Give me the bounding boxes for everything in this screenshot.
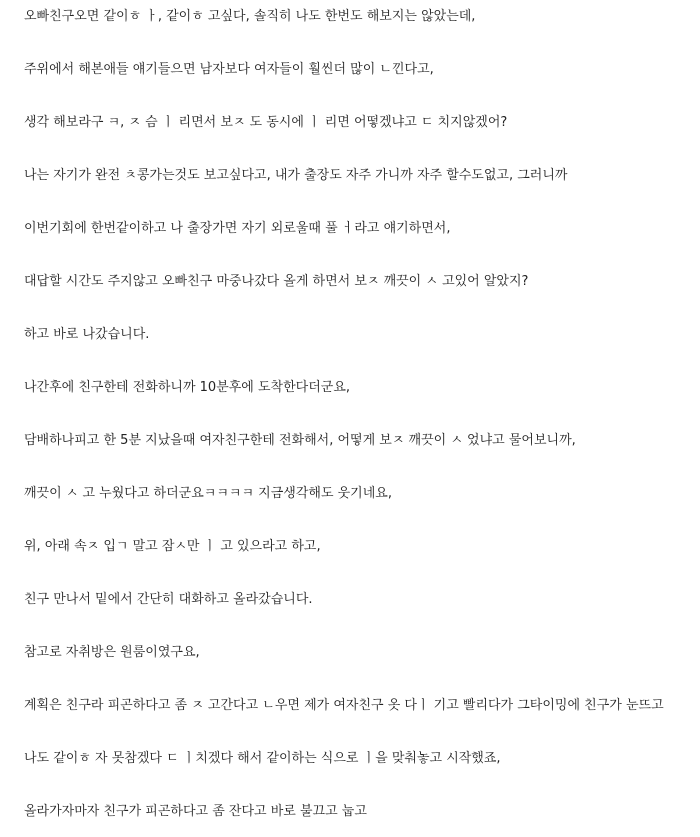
paragraph: 담배하나피고 한 5분 지났을때 여자친구한테 전화해서, 어떻게 보ㅈ 깨끗이 ㅅ 었냐고 물어보니까, bbox=[24, 433, 576, 448]
paragraph: 나간후에 친구한테 전화하니까 10분후에 도착한다더군요, bbox=[24, 380, 351, 395]
paragraph: 나도 같이ㅎ 자 못참겠다 ㄷ ㅣ치겠다 해서 같이하는 식으로 ㅣ을 맞춰놓고 시작했죠, bbox=[24, 751, 501, 766]
paragraph: 나는 자기가 완전 ㅊ콩가는것도 보고싶다고, 내가 출장도 자주 가니까 자주 할수도없고, 그러니까 bbox=[24, 168, 568, 183]
paragraph: 친구 만나서 밑에서 간단히 대화하고 올라갔습니다. bbox=[24, 592, 313, 607]
paragraph: 참고로 자취방은 원룸이였구요, bbox=[24, 645, 200, 660]
paragraph: 깨끗이 ㅅ 고 누웠다고 하더군요ㅋㅋㅋㅋ 지금생각해도 웃기네요, bbox=[24, 486, 392, 501]
paragraph: 생각 해보라구 ㅋ, ㅈ 슴 ㅣ 리면서 보ㅈ 도 동시에 ㅣ 리면 어떻겠냐고 ㄷ 치지않겠어? bbox=[24, 115, 508, 130]
paragraph: 주위에서 해본애들 얘기들으면 남자보다 여자들이 훨씬더 많이 ㄴ낀다고, bbox=[24, 62, 434, 77]
paragraph: 대답할 시간도 주지않고 오빠친구 마중나갔다 올게 하면서 보ㅈ 깨끗이 ㅅ 고있어 알았지? bbox=[24, 274, 529, 289]
paragraph: 계획은 친구라 피곤하다고 좀 ㅈ 고간다고 ㄴ우면 제가 여자친구 옷 다ㅣ 기고 빨리다가 그타이밍에 친구가 눈뜨고 bbox=[24, 698, 664, 713]
paragraph: 올라가자마자 친구가 피곤하다고 좀 잔다고 바로 불끄고 눕고 bbox=[24, 804, 367, 819]
paragraph: 하고 바로 나갔습니다. bbox=[24, 327, 150, 342]
paragraph: 위, 아래 속ㅈ 입ㄱ 말고 잠ㅅ만 ㅣ 고 있으라고 하고, bbox=[24, 539, 321, 554]
paragraph: 이번기회에 한번같이하고 나 출장가면 자기 외로울때 풀 ㅓ라고 얘기하면서, bbox=[24, 221, 451, 236]
paragraph: 오빠친구오면 같이ㅎ ㅏ, 같이ㅎ 고싶다, 솔직히 나도 한번도 해보지는 않았는데, bbox=[24, 9, 476, 24]
